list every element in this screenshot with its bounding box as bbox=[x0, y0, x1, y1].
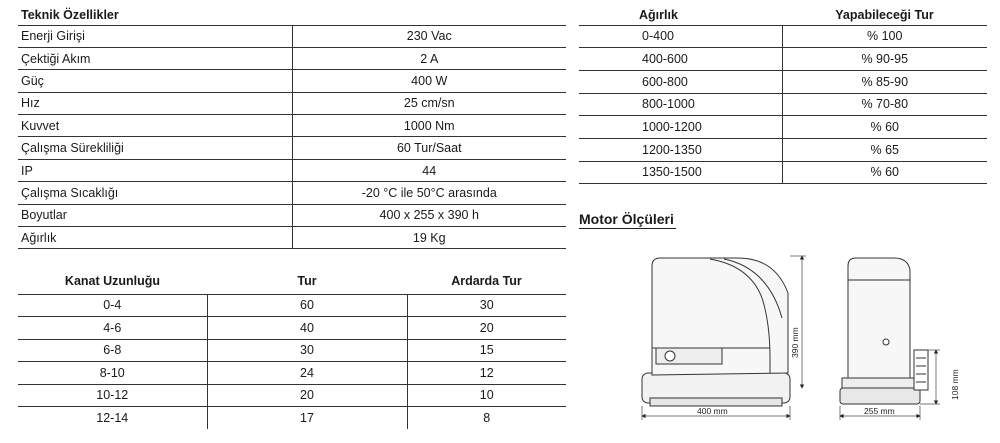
spec-label: Güç bbox=[18, 70, 292, 92]
spec-value: 400 x 255 x 390 h bbox=[292, 204, 566, 226]
spec-table-header: Teknik Özellikler bbox=[18, 5, 566, 25]
cycles-cell: % 60 bbox=[782, 116, 987, 139]
weight-table bbox=[579, 5, 987, 184]
cycles-cell: % 65 bbox=[782, 138, 987, 161]
table-row bbox=[18, 227, 566, 249]
spec-label: Çalışma Sıcaklığı bbox=[18, 182, 292, 204]
cycles-cell: 60 bbox=[207, 294, 407, 317]
consecutive-cycles-cell: 30 bbox=[407, 294, 566, 317]
spec-label: IP bbox=[18, 159, 292, 181]
cycles-cell: 40 bbox=[207, 317, 407, 340]
table-row bbox=[579, 48, 987, 71]
spec-label: Ağırlık bbox=[18, 227, 292, 249]
weight-cell: 400-600 bbox=[579, 48, 782, 71]
consecutive-cycles-cell: 15 bbox=[407, 339, 566, 362]
table-row bbox=[18, 362, 566, 385]
cycles-cell: 24 bbox=[207, 362, 407, 385]
spec-value: 2 A bbox=[292, 47, 566, 69]
spec-value: 230 Vac bbox=[292, 25, 566, 47]
cycles-header: Tur bbox=[207, 269, 407, 294]
cycles-cell: % 90-95 bbox=[782, 48, 987, 71]
spec-value: 1000 Nm bbox=[292, 115, 566, 137]
table-row bbox=[579, 25, 987, 48]
table-row bbox=[18, 339, 566, 362]
cycles-cell: % 100 bbox=[782, 25, 987, 48]
spec-label: Enerji Girişi bbox=[18, 25, 292, 47]
table-row bbox=[579, 93, 987, 116]
spec-label: Hız bbox=[18, 92, 292, 114]
spec-value: 19 Kg bbox=[292, 227, 566, 249]
gate-length-cell: 12-14 bbox=[18, 407, 207, 430]
gate-length-header: Kanat Uzunluğu bbox=[18, 269, 207, 294]
spec-label: Kuvvet bbox=[18, 115, 292, 137]
cycles-cell: % 70-80 bbox=[782, 93, 987, 116]
table-row bbox=[18, 407, 566, 430]
weight-cell: 1200-1350 bbox=[579, 138, 782, 161]
spec-table bbox=[18, 5, 566, 249]
height-dimension-label: 390 mm bbox=[790, 327, 800, 358]
table-row bbox=[579, 70, 987, 93]
consecutive-cycles-cell: 8 bbox=[483, 411, 491, 425]
cycles-cell: % 85-90 bbox=[782, 70, 987, 93]
cycles-header: Yapabileceği Tur bbox=[782, 5, 987, 25]
weight-header: Ağırlık bbox=[579, 5, 782, 25]
base-height-dimension-label: 108 mm bbox=[950, 369, 960, 400]
spec-label: Boyutlar bbox=[18, 204, 292, 226]
cycles-cell: 20 bbox=[207, 384, 407, 407]
table-row bbox=[18, 92, 566, 114]
front-width-dimension-label: 400 mm bbox=[697, 406, 728, 416]
gate-length-cell: 10-12 bbox=[18, 384, 207, 407]
table-row bbox=[18, 294, 566, 317]
cycles-cell: 30 bbox=[207, 339, 407, 362]
spec-value: 60 Tur/Saat bbox=[292, 137, 566, 159]
spec-label: Çektiği Akım bbox=[18, 47, 292, 69]
spec-value: -20 °C ile 50°C arasında bbox=[292, 182, 566, 204]
consecutive-cycles-cell: 10 bbox=[407, 384, 566, 407]
table-row bbox=[18, 182, 566, 204]
gate-length-cell: 6-8 bbox=[18, 339, 207, 362]
motor-front-view bbox=[642, 258, 790, 406]
table-row bbox=[18, 137, 566, 159]
table-row bbox=[18, 25, 566, 47]
consecutive-cycles-header: Ardarda Tur bbox=[407, 269, 566, 294]
cycles-cell: % 60 bbox=[782, 161, 987, 184]
table-row bbox=[579, 138, 987, 161]
motor-dimensions-title: Motor Ölçüleri bbox=[579, 211, 674, 227]
cycles-cell: 17 bbox=[207, 407, 407, 430]
motor-dimensions-drawing bbox=[630, 238, 975, 438]
spec-value: 44 bbox=[292, 159, 566, 181]
weight-cell: 1000-1200 bbox=[579, 116, 782, 139]
weight-cell: 800-1000 bbox=[579, 93, 782, 116]
gate-length-cell: 0-4 bbox=[18, 294, 207, 317]
gate-length-table bbox=[18, 269, 566, 429]
table-row bbox=[18, 317, 566, 340]
table-row bbox=[579, 116, 987, 139]
side-width-dimension-label: 255 mm bbox=[864, 406, 895, 416]
gate-length-cell: 8-10 bbox=[18, 362, 207, 385]
weight-cell: 0-400 bbox=[579, 25, 782, 48]
table-row bbox=[18, 47, 566, 69]
consecutive-cycles-cell: 20 bbox=[407, 317, 566, 340]
spec-value: 400 W bbox=[292, 70, 566, 92]
table-row bbox=[18, 384, 566, 407]
weight-cell: 600-800 bbox=[579, 70, 782, 93]
table-row bbox=[18, 159, 566, 181]
table-row bbox=[18, 204, 566, 226]
consecutive-cycles-cell: 12 bbox=[407, 362, 566, 385]
table-row bbox=[18, 115, 566, 137]
table-row bbox=[579, 161, 987, 184]
gate-length-cell: 4-6 bbox=[18, 317, 207, 340]
spec-label: Çalışma Sürekliliği bbox=[18, 137, 292, 159]
spec-value: 25 cm/sn bbox=[292, 92, 566, 114]
weight-cell: 1350-1500 bbox=[579, 161, 782, 184]
motor-side-view bbox=[840, 258, 928, 404]
table-row bbox=[18, 70, 566, 92]
spec-table-body bbox=[18, 25, 566, 249]
